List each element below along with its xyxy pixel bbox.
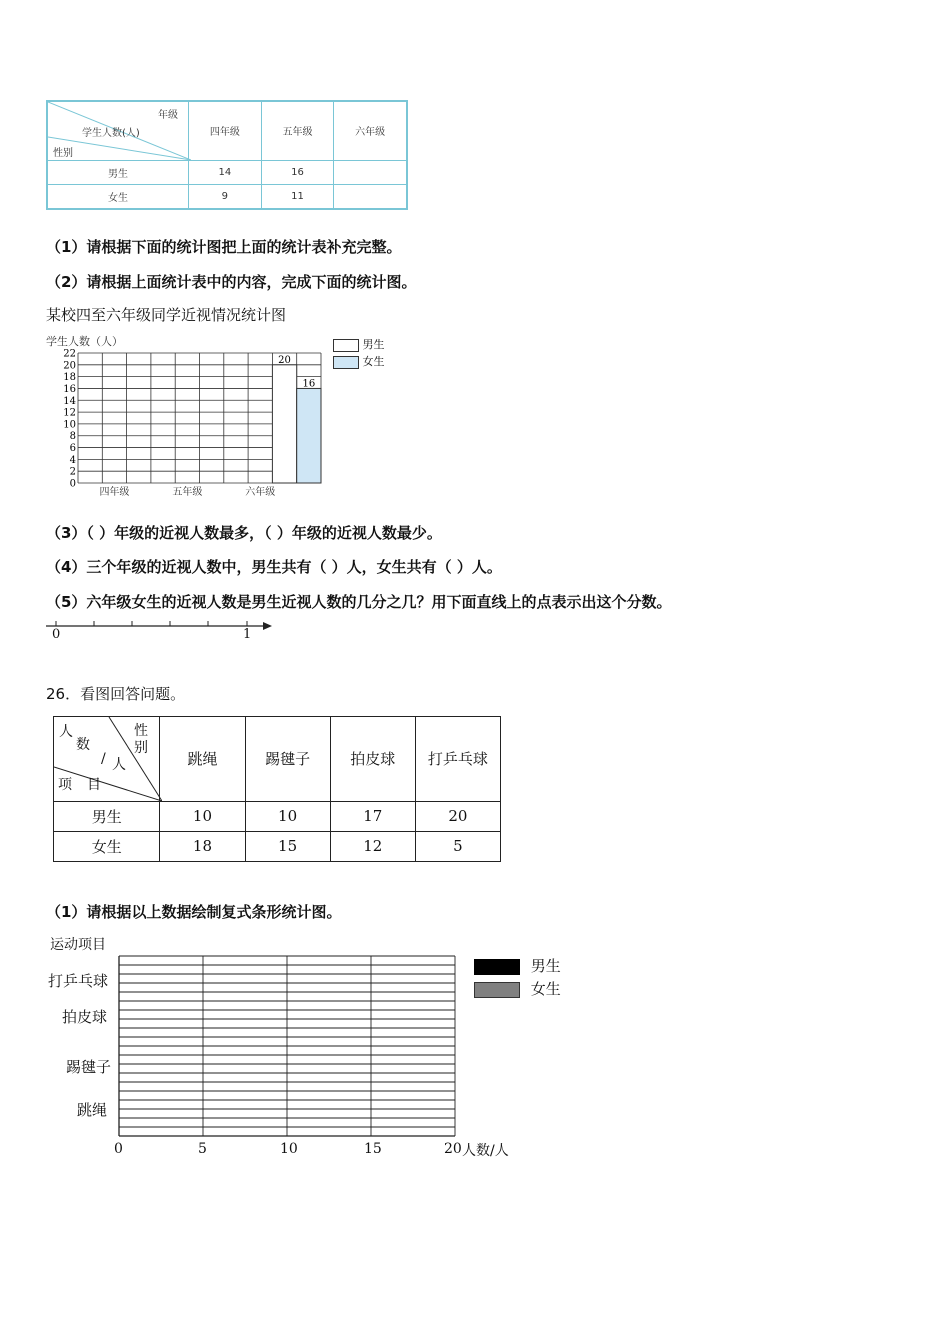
cell: 20 [415, 801, 500, 831]
corner-grade-label: 年级 [158, 110, 178, 121]
legend-male-label: 男生 [530, 957, 561, 975]
x-tick-label: 10 [280, 1141, 298, 1157]
corner-ren2: 人 [112, 757, 126, 773]
cell-female-grade6[interactable] [334, 185, 407, 209]
row-label-female: 女生 [47, 185, 189, 209]
row-label-male: 男生 [47, 160, 189, 184]
y-tick-label: 2 [69, 466, 76, 478]
cell-male-grade6[interactable] [334, 160, 407, 184]
chart2-svg[interactable] [110, 950, 470, 1146]
header-grade4: 四年级 [189, 101, 262, 160]
x-category-label: 五年级 [172, 487, 203, 498]
legend-female-label: 女生 [530, 980, 561, 998]
chart2-legend [474, 955, 561, 1001]
row-label-male: 男生 [54, 801, 160, 831]
header-table-tennis: 打乒乓球 [415, 717, 500, 802]
header-shuttlecock: 踢毽子 [245, 717, 330, 802]
cell-male-grade4: 14 [189, 160, 262, 184]
y-tick-label: 4 [69, 454, 76, 466]
legend-female-label: 女生 [362, 355, 385, 368]
table2-corner-cell [54, 717, 160, 802]
cell: 17 [330, 801, 415, 831]
question-26-1: （1）请根据以上数据绘制复式条形统计图。 [46, 903, 342, 921]
table-row [47, 185, 407, 209]
legend-female-swatch [474, 982, 520, 998]
bar-female-grade6 [297, 388, 321, 483]
cell: 12 [330, 831, 415, 861]
y-tick-label: 18 [63, 372, 76, 384]
question-1: （1）请根据下面的统计图把上面的统计表补充完整。 [46, 238, 402, 256]
category-label: 打乒乓球 [48, 972, 109, 990]
bar-male-grade6 [272, 365, 296, 483]
y-tick-label: 16 [63, 383, 76, 395]
y-tick-label: 22 [63, 348, 76, 360]
header-grade6: 六年级 [334, 101, 407, 160]
cell-female-grade5: 11 [261, 185, 334, 209]
legend-female-swatch [333, 356, 359, 369]
question-3: （3）（ ）年级的近视人数最多，（ ）年级的近视人数最少。 [46, 524, 442, 542]
chart1-title: 某校四至六年级同学近视情况统计图 [46, 306, 287, 324]
corner-gender-label: 性别 [53, 148, 73, 159]
corner-xing: 性 [134, 723, 148, 739]
y-tick-label: 6 [69, 443, 76, 455]
cell-male-grade5: 16 [261, 160, 334, 184]
header-jump-rope: 跳绳 [160, 717, 245, 802]
x-category-label: 六年级 [245, 487, 276, 498]
cell: 15 [245, 831, 330, 861]
y-tick-label: 14 [63, 395, 76, 407]
corner-count-label: 学生人数(人) [82, 128, 140, 139]
corner-bie: 别 [134, 740, 148, 756]
number-line[interactable] [44, 618, 276, 644]
corner-xiang: 项 [58, 777, 72, 793]
x-unit-label: 人数/人 [462, 1143, 509, 1159]
table-row [54, 801, 501, 831]
table-row [54, 831, 501, 861]
category-label: 跳绳 [77, 1101, 108, 1119]
numberline-zero: 0 [52, 627, 61, 642]
x-tick-label: 20 [444, 1141, 462, 1157]
corner-slash: / [101, 751, 106, 767]
data-label-male: 20 [278, 354, 291, 366]
numberline-one: 1 [243, 627, 252, 642]
category-label: 拍皮球 [62, 1008, 108, 1026]
chart1-svg [40, 345, 340, 505]
chart1-legend [333, 336, 385, 370]
header-bounce-ball: 拍皮球 [330, 717, 415, 802]
legend-male-label: 男生 [362, 338, 385, 351]
sports-table [53, 716, 501, 862]
x-tick-label: 15 [364, 1141, 382, 1157]
legend-male-swatch [333, 339, 359, 352]
corner-shu: 数 [76, 737, 90, 753]
y-tick-label: 10 [63, 419, 76, 431]
corner-ren: 人 [59, 724, 73, 740]
corner-mu: 目 [87, 777, 101, 793]
y-tick-label: 12 [63, 407, 76, 419]
problem-26-title: 26．看图回答问题。 [46, 685, 186, 703]
x-category-label: 四年级 [99, 487, 130, 498]
row-label-female: 女生 [54, 831, 160, 861]
chart2-ylabel: 运动项目 [50, 937, 106, 953]
header-grade5: 五年级 [261, 101, 334, 160]
cell: 5 [415, 831, 500, 861]
y-tick-label: 0 [69, 478, 76, 490]
table-row [47, 160, 407, 184]
category-label: 踢毽子 [66, 1058, 112, 1076]
question-4: （4）三个年级的近视人数中，男生共有（ ）人，女生共有（ ）人。 [46, 558, 502, 576]
cell: 10 [160, 801, 245, 831]
y-tick-label: 20 [63, 360, 76, 372]
table-corner-cell [47, 101, 189, 160]
data-label-female: 16 [302, 378, 316, 390]
y-tick-label: 8 [69, 431, 76, 443]
chart1-ylabel: 学生人数（人） [46, 335, 123, 348]
question-5: （5）六年级女生的近视人数是男生近视人数的几分之几？用下面直线上的点表示出这个分数。 [46, 593, 672, 611]
cell-female-grade4: 9 [189, 185, 262, 209]
cell: 18 [160, 831, 245, 861]
legend-male-swatch [474, 959, 520, 975]
x-tick-label: 5 [198, 1141, 207, 1157]
grade-myopia-table [46, 100, 408, 210]
x-tick-label: 0 [114, 1141, 123, 1157]
question-2: （2）请根据上面统计表中的内容，完成下面的统计图。 [46, 273, 417, 291]
cell: 10 [245, 801, 330, 831]
